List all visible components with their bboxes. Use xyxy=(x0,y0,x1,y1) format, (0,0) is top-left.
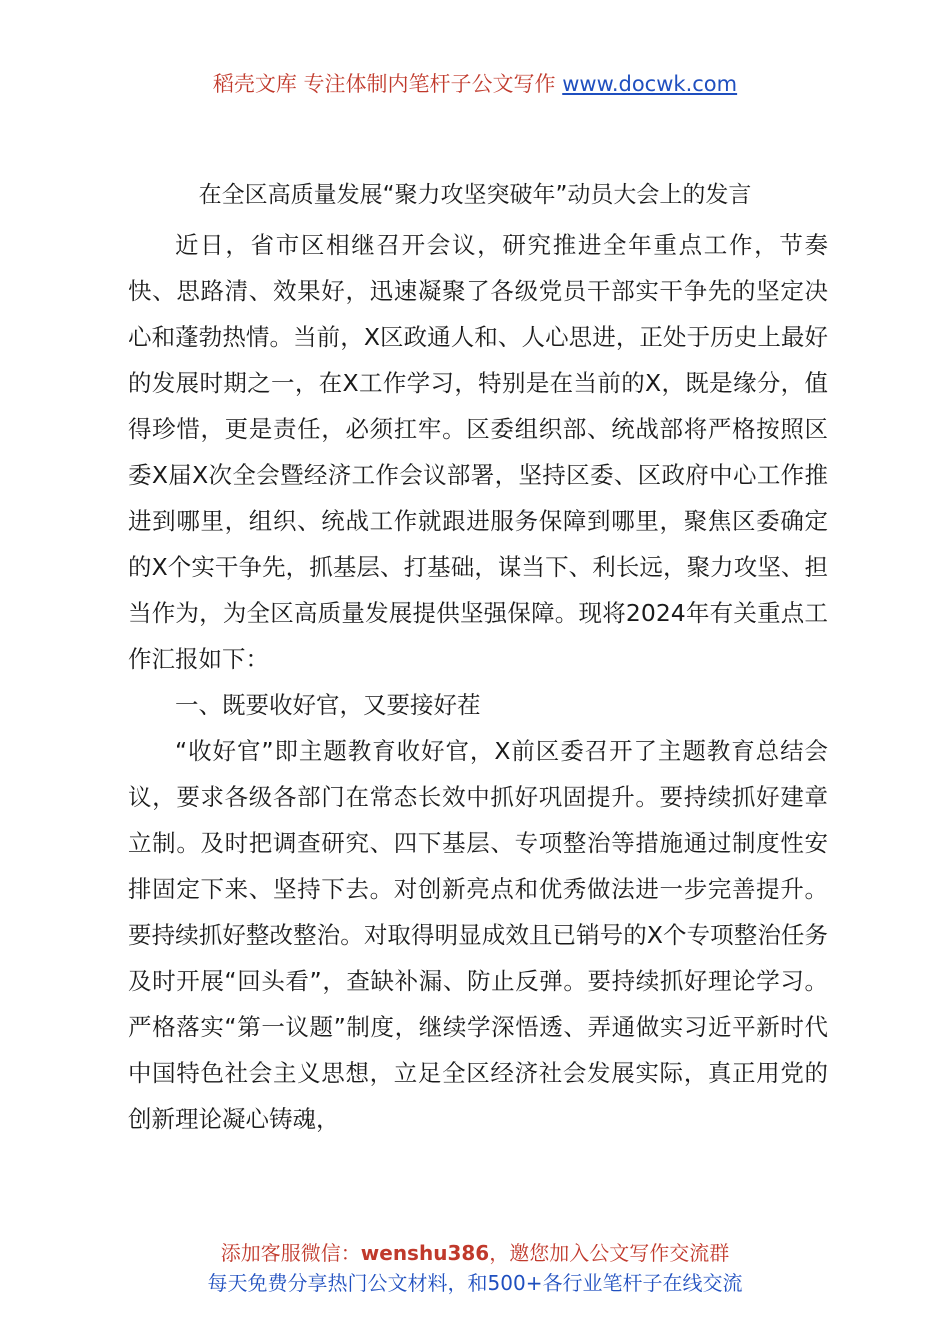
document-title: 在全区高质量发展“聚力攻坚突破年”动员大会上的发言 xyxy=(198,182,752,208)
site-header xyxy=(0,68,950,100)
wechat-id: wenshu386 xyxy=(360,1241,490,1265)
paragraph-intro: 近日，省市区相继召开会议，研究推进全年重点工作，节奏快、思路清、效果好，迅速凝聚了各级党员干部实干争先的坚定决心和蓬勃热情。当前，X区政通人和、人心思进，正处于历史上最好的发展时期之一，在X工作学习，特别是在当前的X，既是缘分，值得珍惜，更是责任，必须扛牢。区委组织部、统战部将严格按照区委X届X次全会暨经济工作会议部署，坚持区委、区政府中心工作推进到哪里，组织、统战工作就跟进服务保障到哪里，聚焦区委确定的X个实干争先，抓基层、打基础，谋当下、利长远，聚力攻坚、担当作为，为全区高质量发展提供坚强保障。现将2024年有关重点工作汇报如下： xyxy=(128,231,828,673)
site-link[interactable]: www.docwk.com xyxy=(562,72,738,96)
document-body xyxy=(128,222,828,1142)
brand-slogan: 稻壳文库 专注体制内笔杆子公文写作 xyxy=(212,72,563,96)
footer-promo-line: 每天免费分享热门公文材料，和500+各行业笔杆子在线交流 xyxy=(207,1271,743,1295)
footer-contact-suffix: ，邀您加入公文写作交流群 xyxy=(489,1241,730,1265)
paragraph-section-1: “收好官”即主题教育收好官，X前区委召开了主题教育总结会议，要求各级各部门在常态长效中抓好巩固提升。要持续抓好建章立制。及时把调查研究、四下基层、专项整治等措施通过制度性安排固定下来、坚持下去。对创新亮点和优秀做法进一步完善提升。要持续抓好整改整治。对取得明显成效且已销号的X个专项整治任务及时开展“回头看”，查缺补漏、防止反弹。要持续抓好理论学习。严格落实“第一议题”制度，继续学深悟透、弄通做实习近平新时代中国特色社会主义思想，立足全区经济社会发展实际，真正用党的创新理论凝心铸魂， xyxy=(128,737,828,1133)
footer-contact-prefix: 添加客服微信： xyxy=(220,1241,361,1265)
footer-contact-line xyxy=(0,1238,950,1268)
promo-footer xyxy=(0,1238,950,1298)
section-heading-1: 一、既要收好官，又要接好茬 xyxy=(175,691,481,719)
